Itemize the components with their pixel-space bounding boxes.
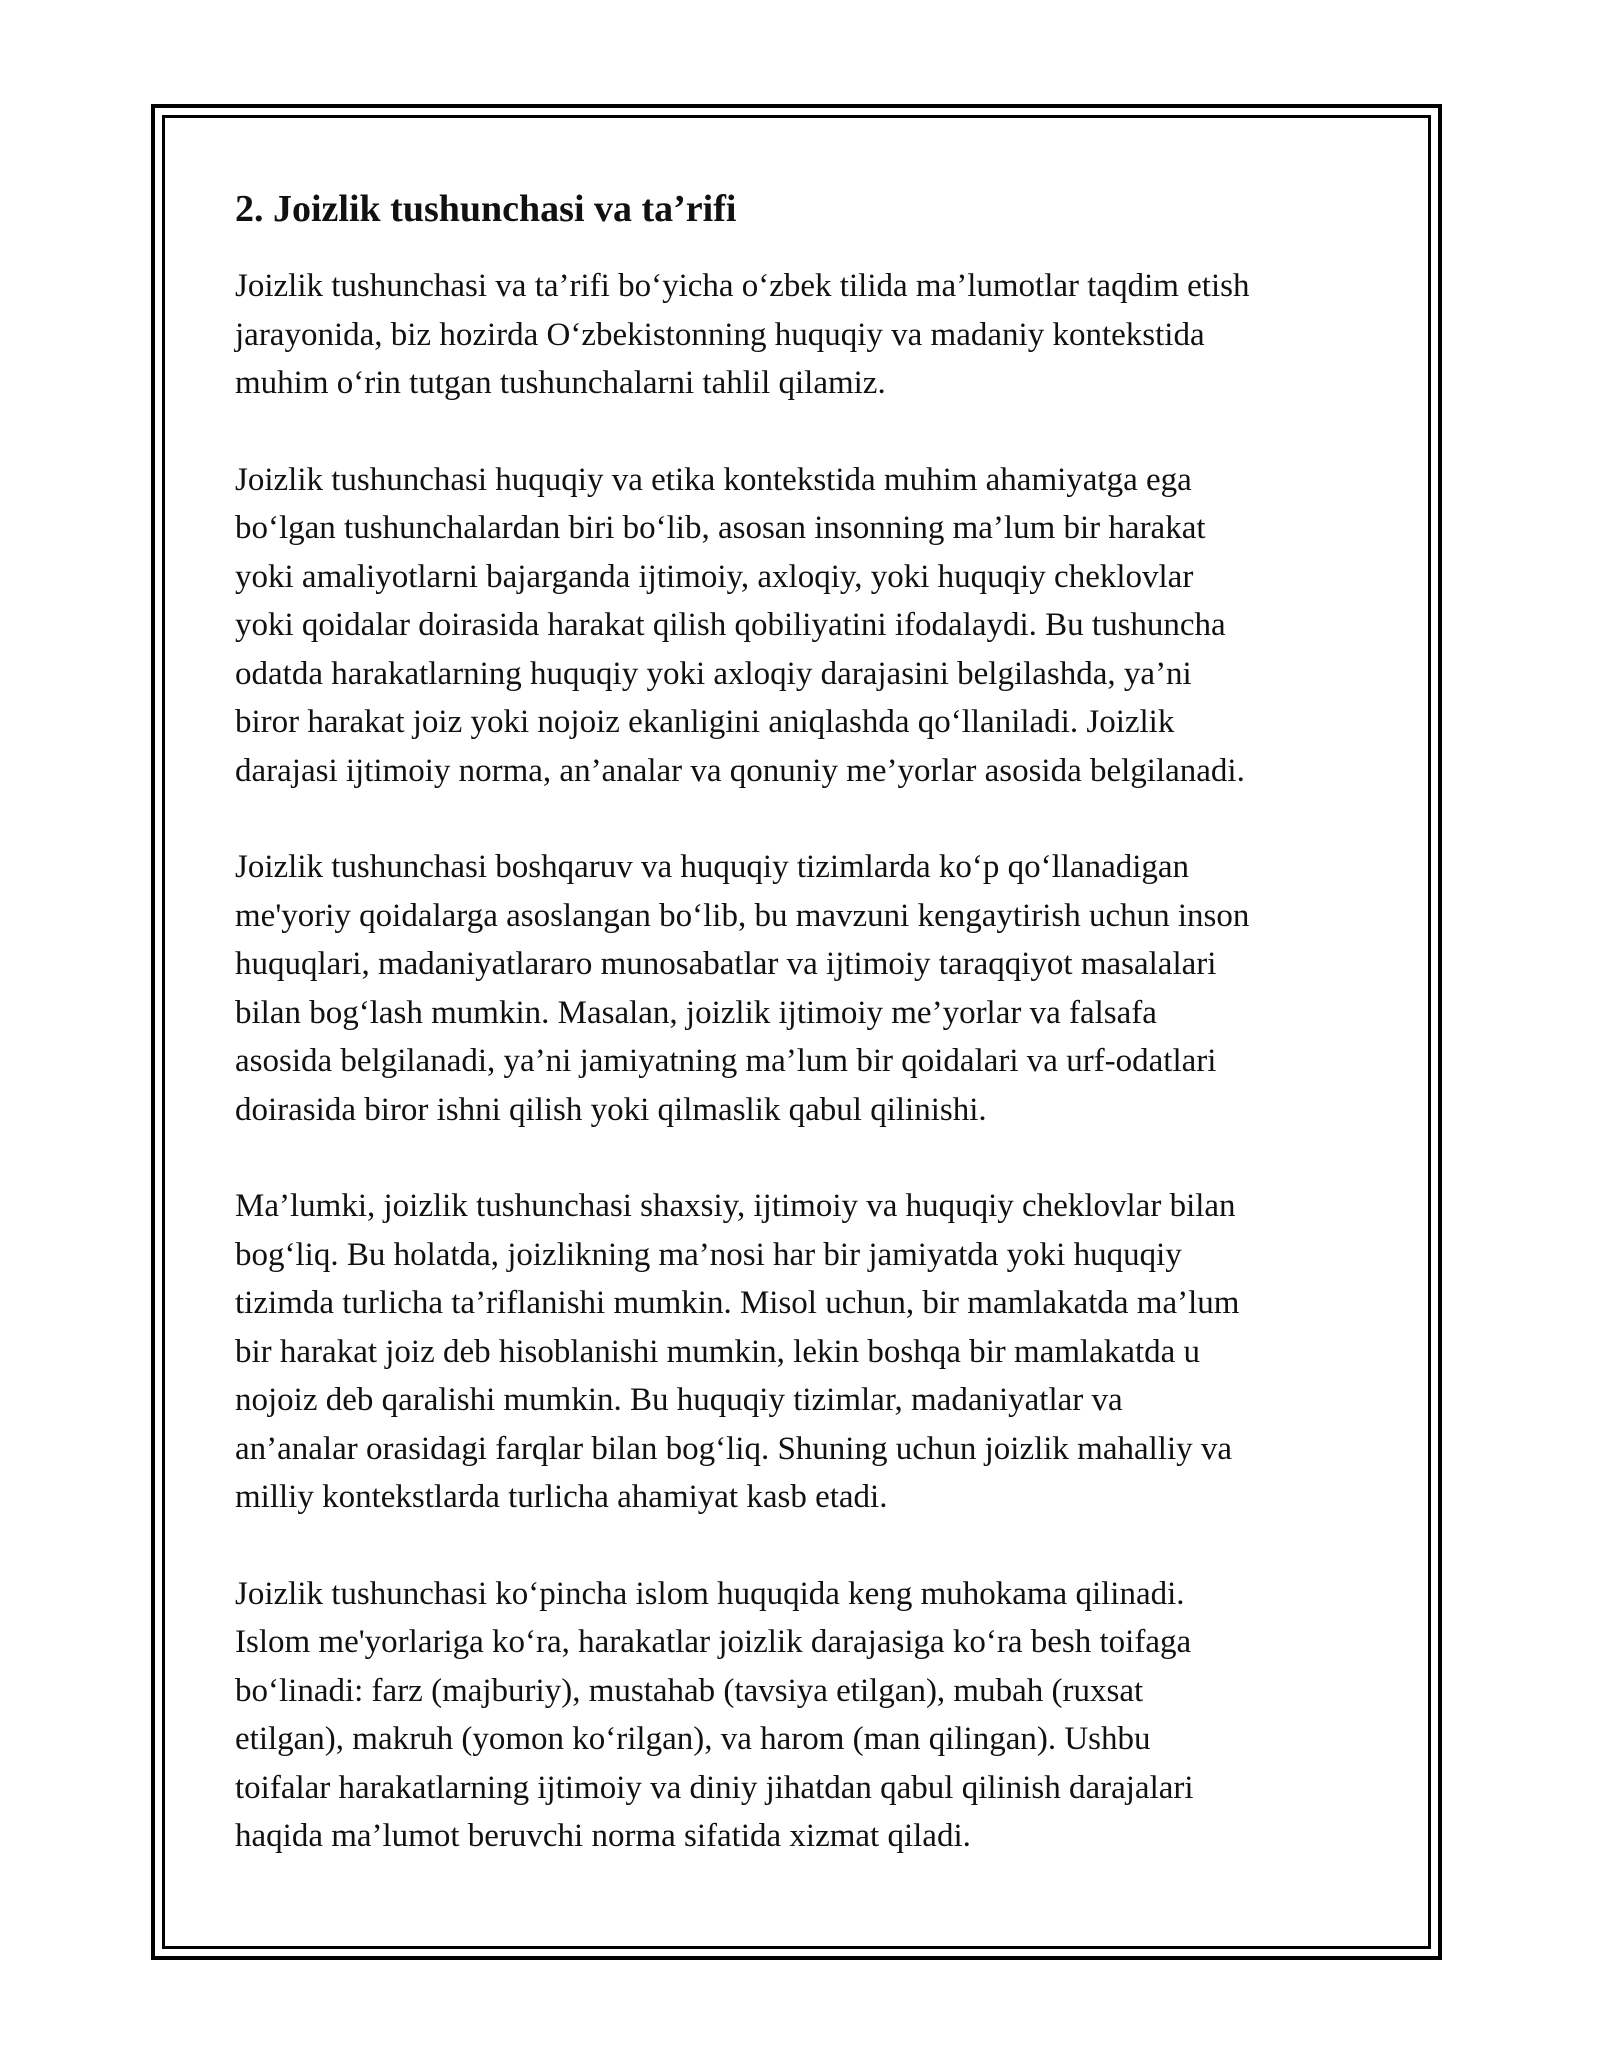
paragraph-line: yoki amaliyotlarni bajarganda ijtimoiy, axloqiy, yoki huquqiy cheklovlar [235, 558, 1194, 595]
paragraph-line: bo‘lgan tushunchalardan biri bo‘lib, asosan insonning ma’lum bir harakat [235, 510, 1206, 546]
paragraph [235, 843, 1375, 1134]
paragraph-list [235, 262, 1375, 1861]
paragraph-line: bog‘liq. Bu holatda, joizlikning ma’nosi har bir jamiyatda yoki huquqiy [235, 1236, 1182, 1273]
paragraph-line: Islom me'yorlariga ko‘ra, harakatlar joizlik darajasiga ko‘ra besh toifaga [235, 1624, 1192, 1660]
paragraph-line: doirasida biror ishni qilish yoki qilmaslik qabul qilinishi. [235, 1091, 987, 1128]
paragraph-line: jarayonida, biz hozirda O‘zbekistonning huquqiy va madaniy kontekstida [235, 316, 1205, 353]
paragraph-line: Joizlik tushunchasi va ta’rifi bo‘yicha o‘zbek tilida ma’lumotlar taqdim etish [235, 268, 1250, 304]
paragraph-line: Joizlik tushunchasi boshqaruv va huquqiy tizimlarda ko‘p qo‘llanadigan [235, 849, 1190, 885]
paragraph [235, 456, 1375, 796]
paragraph-line: yoki qoidalar doirasida harakat qilish qobiliyatini ifodalaydi. Bu tushuncha [235, 607, 1226, 643]
section-title: 2. Joizlik tushunchasi va ta’rifi [235, 188, 737, 230]
paragraph-line: odatda harakatlarning huquqiy yoki axloqiy darajasini belgilashda, ya’ni [235, 655, 1192, 692]
paragraph-line: Joizlik tushunchasi huquqiy va etika kontekstida muhim ahamiyatga ega [235, 461, 1192, 498]
paragraph-line: muhim o‘rin tutgan tushunchalarni tahlil qilamiz. [235, 365, 886, 401]
paragraph [235, 262, 1375, 408]
paragraph-line: darajasi ijtimoiy norma, an’analar va qonuniy me’yorlar asosida belgilanadi. [235, 752, 1245, 789]
paragraph-line: me'yoriy qoidalarga asoslangan bo‘lib, bu mavzuni kengaytirish uchun inson [235, 897, 1250, 934]
paragraph-line: huquqlari, madaniyatlararo munosabatlar va ijtimoiy taraqqiyot masalalari [235, 946, 1217, 982]
paragraph-line: asosida belgilanadi, ya’ni jamiyatning ma’lum bir qoidalari va urf-odatlari [235, 1043, 1217, 1079]
paragraph-line: toifalar harakatlarning ijtimoiy va diniy jihatdan qabul qilinish darajalari [235, 1769, 1194, 1806]
paragraph-line: haqida ma’lumot beruvchi norma sifatida xizmat qiladi. [235, 1818, 971, 1854]
paragraph-line: an’analar orasidagi farqlar bilan bog‘liq. Shuning uchun joizlik mahalliy va [235, 1430, 1233, 1467]
paragraph-line: Joizlik tushunchasi ko‘pincha islom huquqida keng muhokama qilinadi. [235, 1575, 1185, 1612]
paragraph [235, 1182, 1375, 1522]
paragraph-line: nojoiz deb qaralishi mumkin. Bu huquqiy tizimlar, madaniyatlar va [235, 1382, 1123, 1418]
paragraph-line: bilan bog‘lash mumkin. Masalan, joizlik ijtimoiy me’yorlar va falsafa [235, 994, 1157, 1031]
paragraph-line: bir harakat joiz deb hisoblanishi mumkin, lekin boshqa bir mamlakatda u [235, 1333, 1201, 1370]
paragraph [235, 1570, 1375, 1861]
paragraph-line: biror harakat joiz yoki nojoiz ekanligini aniqlashda qo‘llaniladi. Joizlik [235, 704, 1175, 740]
paragraph-line: etilgan), makruh (yomon ko‘rilgan), va harom (man qilingan). Ushbu [235, 1721, 1151, 1757]
paragraph-line: milliy kontekstlarda turlicha ahamiyat kasb etadi. [235, 1479, 888, 1515]
paragraph-line: bo‘linadi: farz (majburiy), mustahab (tavsiya etilgan), mubah (ruxsat [235, 1672, 1144, 1709]
document-body [235, 184, 1375, 1909]
paragraph-line: Ma’lumki, joizlik tushunchasi shaxsiy, ijtimoiy va huquqiy cheklovlar bilan [235, 1188, 1236, 1224]
paragraph-line: tizimda turlicha ta’riflanishi mumkin. Misol uchun, bir mamlakatda ma’lum [235, 1285, 1240, 1321]
